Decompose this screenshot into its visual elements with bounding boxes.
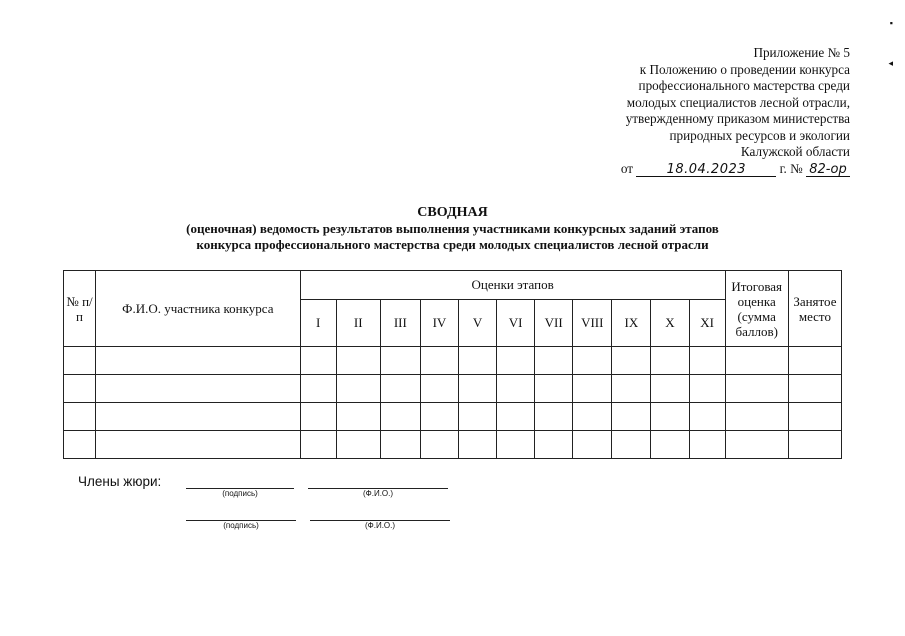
table-body: [64, 347, 842, 459]
header-place: Занятое место: [788, 271, 841, 347]
appendix-line-2: к Положению о проведении конкурса: [639, 61, 850, 77]
table-cell[interactable]: [64, 375, 96, 403]
header-stage-scores: Оценки этапов: [300, 271, 725, 300]
table-cell[interactable]: [689, 347, 725, 375]
scan-mark-top: ▪: [889, 18, 893, 28]
table-cell[interactable]: [336, 375, 380, 403]
table-cell[interactable]: [300, 347, 336, 375]
table-cell[interactable]: [689, 431, 725, 459]
order-number-label: г. №: [779, 160, 803, 176]
stage-header: III: [380, 300, 420, 347]
title-subtitle-2: конкурса профессионального мастерства среди молодых специалистов лесной отрасли: [196, 237, 709, 252]
stage-header: I: [300, 300, 336, 347]
table-cell[interactable]: [64, 403, 96, 431]
table-cell[interactable]: [651, 431, 689, 459]
table-cell[interactable]: [420, 403, 458, 431]
table-cell[interactable]: [420, 431, 458, 459]
table-cell[interactable]: [420, 347, 458, 375]
header-participant-name: Ф.И.О. участника конкурса: [96, 271, 301, 347]
table-cell[interactable]: [420, 375, 458, 403]
header-total-score: Итоговая оценка (сумма баллов): [725, 271, 788, 347]
stage-header: II: [336, 300, 380, 347]
table-row: [64, 375, 842, 403]
table-cell[interactable]: [497, 375, 535, 403]
title-subtitle-1: (оценочная) ведомость результатов выполнения участниками конкурсных заданий этапов: [186, 221, 719, 236]
table-cell[interactable]: [612, 431, 651, 459]
table-row: [64, 403, 842, 431]
signature-caption: (подпись): [222, 489, 258, 498]
table-cell[interactable]: [651, 347, 689, 375]
table-cell[interactable]: [651, 403, 689, 431]
appendix-header: [550, 45, 850, 177]
table-cell[interactable]: [788, 347, 841, 375]
table-cell[interactable]: [573, 375, 612, 403]
name-caption: (Ф.И.О.): [362, 489, 394, 498]
table-cell[interactable]: [497, 347, 535, 375]
appendix-line-1: Приложение № 5: [753, 45, 850, 60]
name-caption: (Ф.И.О.): [364, 521, 396, 530]
appendix-line-5: утвержденному приказом министерства: [625, 111, 850, 126]
order-date-line: [550, 161, 850, 178]
table-cell[interactable]: [96, 431, 301, 459]
scan-mark-side: ◂: [888, 58, 893, 68]
table-cell[interactable]: [689, 403, 725, 431]
table-cell[interactable]: [336, 403, 380, 431]
document-title: [0, 204, 905, 253]
table-cell[interactable]: [573, 431, 612, 459]
table-cell[interactable]: [788, 375, 841, 403]
signature-caption: (подпись): [223, 521, 259, 530]
table-cell[interactable]: [96, 375, 301, 403]
table-cell[interactable]: [788, 403, 841, 431]
stage-header: IX: [612, 300, 651, 347]
table-cell[interactable]: [380, 375, 420, 403]
header-number: № п/п: [64, 271, 96, 347]
stage-header: VIII: [573, 300, 612, 347]
table-cell[interactable]: [380, 431, 420, 459]
stage-header: X: [651, 300, 689, 347]
appendix-line-3: профессионального мастерства среди: [638, 78, 850, 93]
table-cell[interactable]: [788, 431, 841, 459]
table-cell[interactable]: [535, 431, 573, 459]
table-cell[interactable]: [64, 347, 96, 375]
stage-header: VI: [497, 300, 535, 347]
table-cell[interactable]: [535, 375, 573, 403]
table-cell[interactable]: [535, 403, 573, 431]
table-cell[interactable]: [300, 375, 336, 403]
table-cell[interactable]: [573, 403, 612, 431]
table-cell[interactable]: [380, 347, 420, 375]
table-cell[interactable]: [725, 347, 788, 375]
table-cell[interactable]: [651, 375, 689, 403]
table-cell[interactable]: [300, 403, 336, 431]
from-label: от: [620, 160, 633, 176]
table-cell[interactable]: [458, 431, 496, 459]
table-cell[interactable]: [336, 431, 380, 459]
stage-header: V: [458, 300, 496, 347]
title-main: СВОДНАЯ: [417, 205, 488, 220]
table-cell[interactable]: [458, 403, 496, 431]
table-cell[interactable]: [612, 375, 651, 403]
table-cell[interactable]: [458, 375, 496, 403]
table-cell[interactable]: [64, 431, 96, 459]
table-cell[interactable]: [725, 403, 788, 431]
stage-header: IV: [420, 300, 458, 347]
table-cell[interactable]: [535, 347, 573, 375]
results-table: [63, 270, 842, 459]
table-cell[interactable]: [96, 403, 301, 431]
jury-members-label: Члены жюри:: [78, 474, 162, 489]
table-cell[interactable]: [336, 347, 380, 375]
appendix-line-4: молодых специалистов лесной отрасли,: [626, 94, 850, 110]
table-cell[interactable]: [380, 403, 420, 431]
table-cell[interactable]: [458, 347, 496, 375]
appendix-line-7: Калужской области: [740, 144, 850, 159]
handwritten-date: 18.04.2023: [636, 163, 776, 177]
stage-header: VII: [535, 300, 573, 347]
table-cell[interactable]: [612, 347, 651, 375]
table-cell[interactable]: [497, 403, 535, 431]
stage-header: XI: [689, 300, 725, 347]
table-cell[interactable]: [689, 375, 725, 403]
table-cell[interactable]: [96, 347, 301, 375]
table-cell[interactable]: [612, 403, 651, 431]
appendix-line-6: природных ресурсов и экологии: [669, 127, 850, 143]
table-cell[interactable]: [725, 431, 788, 459]
table-cell[interactable]: [497, 431, 535, 459]
table-row: [64, 347, 842, 375]
table-cell[interactable]: [300, 431, 336, 459]
table-cell[interactable]: [573, 347, 612, 375]
table-row: [64, 431, 842, 459]
table-cell[interactable]: [725, 375, 788, 403]
handwritten-order-number: 82-ор: [806, 163, 850, 177]
